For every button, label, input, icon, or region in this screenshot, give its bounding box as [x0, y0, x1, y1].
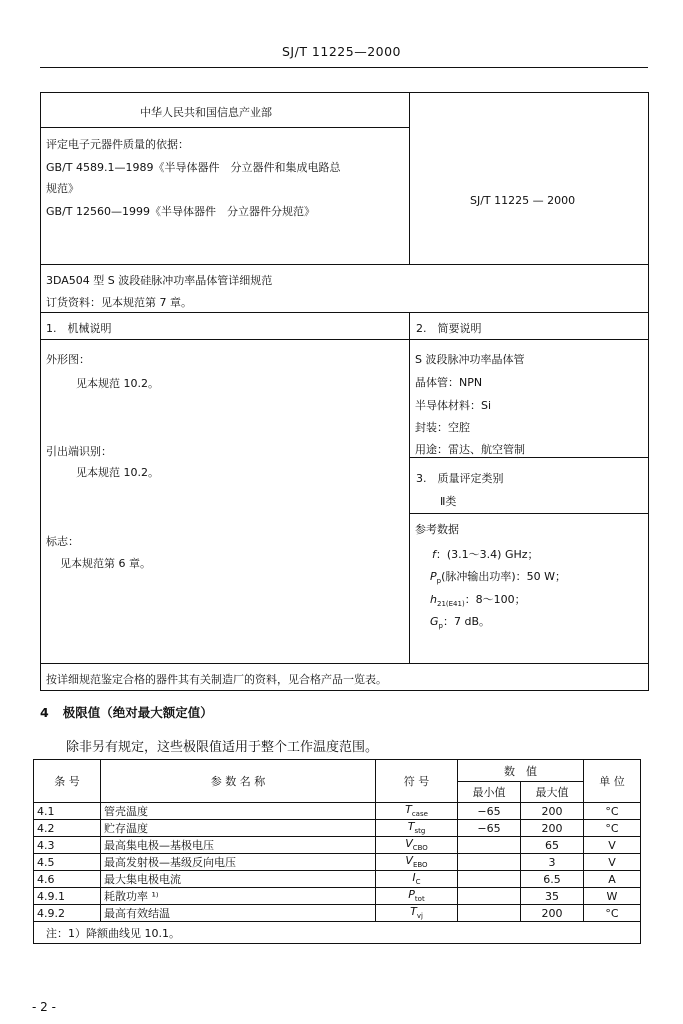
basis-line: 规范》 [46, 182, 79, 195]
ref-pulse-power: $P_p$(脉冲输出功率)：50 W； [430, 570, 567, 586]
section4-intro: 除非另有规定，这些极限值适用于整个工作温度范围。 [66, 740, 379, 755]
min-cell [458, 871, 521, 888]
document-number: SJ/T 11225 — 2000 [470, 194, 576, 207]
unit-cell: °C [584, 905, 641, 922]
form-divider [40, 663, 649, 664]
max-cell: 3 [521, 854, 584, 871]
basis-line: GB/T 4589.1—1989《半导体器件 分立器件和集成电路总 [46, 161, 341, 174]
unit-cell: V [584, 854, 641, 871]
summary-line: 用途：雷达、航空管制 [415, 443, 525, 456]
min-cell [458, 837, 521, 854]
max-cell: 6.5 [521, 871, 584, 888]
ministry-name: 中华人民共和国信息产业部 [140, 106, 272, 119]
param-cell: 耗散功率 ¹⁾ [101, 888, 376, 905]
ref-gain-hfe: $h_{21(E41)}$：8～100； [430, 593, 526, 609]
ref-frequency: f：(3.1～3.4) GHz； [432, 548, 539, 561]
summary-line: 封装：空腔 [415, 421, 470, 434]
form-divider [40, 312, 649, 313]
symbol-cell: $V_{CBO}$ [376, 837, 458, 854]
marking-reference: 见本规范第 6 章。 [60, 557, 151, 570]
form-divider [40, 127, 409, 128]
table-row [34, 803, 641, 820]
reference-data-title: 参考数据 [415, 523, 459, 536]
summary-line: 半导体材料：Si [415, 399, 492, 412]
table-row [34, 820, 641, 837]
symbol-cell: $T_{stg}$ [376, 820, 458, 837]
unit-cell: V [584, 837, 641, 854]
form-divider [409, 457, 649, 458]
symbol-cell: $I_C$ [376, 871, 458, 888]
form-column-divider [409, 312, 410, 663]
form-column-divider [409, 92, 410, 264]
form-divider [409, 513, 649, 514]
basis-title: 评定电子元器件质量的依据： [46, 138, 189, 151]
basis-line: GB/T 12560—1999《半导体器件 分立器件分规范》 [46, 205, 315, 218]
terminal-label: 引出端识别： [46, 445, 112, 458]
header-rule [40, 67, 648, 68]
min-cell: −65 [458, 820, 521, 837]
header-clause: 条 号 [34, 760, 101, 803]
summary-line: S 波段脉冲功率晶体管 [415, 353, 525, 366]
param-cell: 最大集电极电流 [101, 871, 376, 888]
clause-cell: 4.2 [34, 820, 101, 837]
table-row [34, 837, 641, 854]
page-number: - 2 - [32, 1000, 56, 1014]
unit-cell: °C [584, 820, 641, 837]
outline-reference: 见本规范 10.2。 [76, 377, 159, 390]
page-header-standard-number: SJ/T 11225—2000 [281, 44, 402, 59]
terminal-reference: 见本规范 10.2。 [76, 466, 159, 479]
table-row [34, 871, 641, 888]
outline-label: 外形图： [46, 353, 90, 366]
clause-cell: 4.3 [34, 837, 101, 854]
min-cell [458, 905, 521, 922]
clause-cell: 4.1 [34, 803, 101, 820]
param-cell: 最高有效结温 [101, 905, 376, 922]
max-cell: 200 [521, 803, 584, 820]
unit-cell: °C [584, 803, 641, 820]
section2-title: 2. 简要说明 [416, 322, 482, 335]
header-symbol: 符 号 [376, 760, 458, 803]
param-cell: 最高发射极—基级反向电压 [101, 854, 376, 871]
param-cell: 管壳温度 [101, 803, 376, 820]
limits-table [33, 759, 641, 944]
header-max: 最大值 [521, 782, 584, 803]
clause-cell: 4.9.1 [34, 888, 101, 905]
summary-line: 晶体管：NPN [415, 376, 483, 389]
header-min: 最小值 [458, 782, 521, 803]
header-parameter: 参 数 名 称 [101, 760, 376, 803]
header-value: 数 值 [458, 760, 584, 782]
table-row [34, 905, 641, 922]
order-info: 订货资料：见本规范第 7 章。 [46, 296, 192, 309]
table-row [34, 854, 641, 871]
unit-cell: W [584, 888, 641, 905]
spec-title: 3DA504 型 S 波段硅脉冲功率晶体管详细规范 [46, 274, 273, 287]
header-unit: 单 位 [584, 760, 641, 803]
max-cell: 200 [521, 820, 584, 837]
symbol-cell: $T_{case}$ [376, 803, 458, 820]
section1-title: 1. 机械说明 [46, 322, 112, 335]
max-cell: 200 [521, 905, 584, 922]
spec-form-frame [40, 92, 649, 691]
symbol-cell: $P_{tot}$ [376, 888, 458, 905]
max-cell: 35 [521, 888, 584, 905]
table-row [34, 888, 641, 905]
min-cell [458, 888, 521, 905]
clause-cell: 4.6 [34, 871, 101, 888]
unit-cell: A [584, 871, 641, 888]
section4-title: 极限值（绝对最大额定值） [62, 705, 213, 720]
symbol-cell: $T_{vj}$ [376, 905, 458, 922]
section3-title: 3. 质量评定类别 [416, 472, 504, 485]
form-footer-note: 按详细规范鉴定合格的器件其有关制造厂的资料，见合格产品一览表。 [46, 673, 387, 686]
param-cell: 贮存温度 [101, 820, 376, 837]
form-divider [40, 339, 649, 340]
min-cell: −65 [458, 803, 521, 820]
ref-power-gain: $G_p$：7 dB。 [430, 615, 491, 631]
quality-category: Ⅱ类 [440, 495, 457, 508]
table-note: 注：1）降额曲线见 10.1。 [34, 922, 641, 944]
symbol-cell: $V_{EBO}$ [376, 854, 458, 871]
section4-heading [40, 703, 213, 721]
min-cell [458, 854, 521, 871]
max-cell: 65 [521, 837, 584, 854]
section4-number: 4 [40, 705, 49, 720]
clause-cell: 4.5 [34, 854, 101, 871]
marking-label: 标志： [46, 535, 79, 548]
param-cell: 最高集电极—基极电压 [101, 837, 376, 854]
clause-cell: 4.9.2 [34, 905, 101, 922]
form-divider [40, 264, 649, 265]
